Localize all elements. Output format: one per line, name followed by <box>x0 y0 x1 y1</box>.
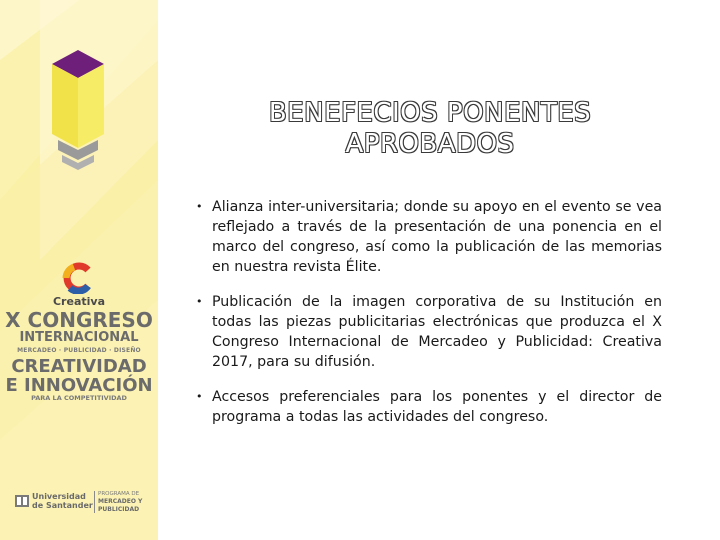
cube-left <box>52 64 78 148</box>
cube-right <box>78 64 104 148</box>
bullet-text: Publicación de la imagen corporativa de su Institución en todas las piezas publicitarias electrónicas que produzca el X Congreso Internacional de Mercadeo y Publicidad: Creativa 2017, para su difusión. <box>212 294 662 370</box>
program-line1: PROGRAMA DE <box>98 491 140 497</box>
logo-divider <box>94 491 95 513</box>
program-name <box>98 491 142 514</box>
bullet-text: Alianza inter-universitaria; donde su apoyo en el evento se vea reflejado a través de la presentación de una ponencia en el marco del congreso, así como la publicación de las memorias en nuestra revista Élite. <box>212 199 662 275</box>
brand-creativa: Creativa <box>52 295 105 308</box>
list-item <box>196 387 662 427</box>
list-item <box>196 292 662 372</box>
bullet-icon: • <box>196 390 203 403</box>
university-name <box>32 492 93 510</box>
brand-competitividad: PARA LA COMPETITIVIDAD <box>31 394 127 402</box>
benefits-list <box>196 197 662 442</box>
brand-areas: MERCADEO · PUBLICIDAD · DISEÑO <box>17 347 141 354</box>
bullet-text: Accesos preferenciales para los ponentes y el director de programa a todas las actividades del congreso. <box>212 389 662 425</box>
program-line3: PUBLICIDAD <box>98 506 140 513</box>
university-shield-icon <box>14 493 30 509</box>
brand-internacional: INTERNACIONAL <box>19 330 139 345</box>
brand-innovacion: E INNOVACIÓN <box>5 375 153 396</box>
creativa-logo-icon <box>62 262 94 294</box>
bullet-icon: • <box>196 200 203 213</box>
program-line2: MERCADEO Y <box>98 498 143 505</box>
brand-congreso: X CONGRESO <box>5 308 153 332</box>
university-name-line2: de Santander <box>32 501 93 510</box>
slide-title <box>250 98 610 160</box>
brand-creatividad: CREATIVIDAD <box>11 356 147 377</box>
sidebar <box>0 0 158 540</box>
slide-title-line1: BENEFECIOS PONENTES <box>268 98 592 128</box>
list-item <box>196 197 662 277</box>
university-logo <box>14 490 144 516</box>
university-name-line1: Universidad <box>32 492 86 501</box>
bullet-icon: • <box>196 295 203 308</box>
slide-title-line2: APROBADOS <box>345 129 515 159</box>
